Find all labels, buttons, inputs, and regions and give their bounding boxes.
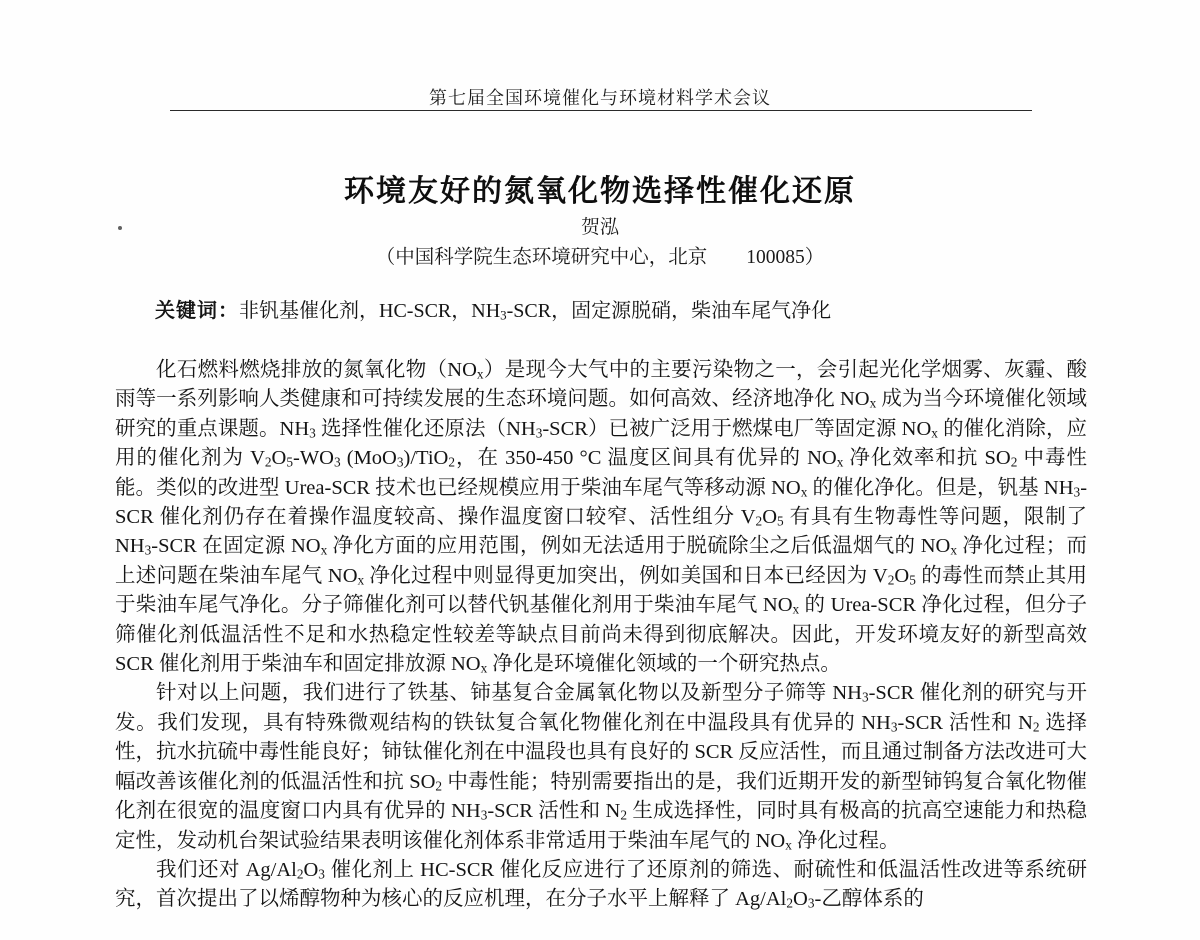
author-affiliation: （中国科学院生态环境研究中心，北京 100085） bbox=[375, 247, 825, 268]
abstract-body bbox=[115, 294, 1087, 915]
header-divider bbox=[170, 110, 1032, 111]
keywords-text: 非钒基催化剂，HC-SCR，$NH_3$-SCR，固定源脱硝，柴油车尾气净化 bbox=[239, 300, 832, 323]
keywords-line bbox=[115, 294, 1087, 323]
keywords-label: 关键词： bbox=[155, 300, 239, 322]
conference-name: 第七届全国环境催化与环境材料学术会议 bbox=[429, 88, 771, 108]
author-name: 贺泓 bbox=[580, 217, 619, 238]
paper-title: 环境友好的氮氧化物选择性催化还原 bbox=[344, 175, 856, 208]
scan-artifact-dot bbox=[118, 226, 122, 230]
body-paragraph-2: 针对以上问题，我们进行了铁基、铈基复合金属氧化物以及新型分子筛等 $NH_3$-SCR 催化剂的研究与开发。我们发现，具有特殊微观结构的铁钛复合氧化物催化剂在中温段具有优异的 $NH_3$-SCR 活性和 $N_2$ 选择性，抗水抗硫中毒性能良好；铈钛催化剂在中温段也具有良好的 SCR 反应活性，而且通过制备方法改进可大幅改善该催化剂的低温活性和抗 $SO_2$ 中毒性能；特别需要指出的是，我们近期开发的新型铈钨复合氧化物催化剂在很宽的温度窗口内具有优异的 $NH_3$-SCR 活性和 $N_2$ 生成选择性，同时具有极高的抗高空速能力和热稳定性，发动机台架试验结果表明该催化剂体系非常适用于柴油车尾气的 $NO_x$ 净化过程。 bbox=[115, 682, 1088, 852]
body-paragraph-3: 我们还对 $Ag/Al_2O_3$ 催化剂上 HC-SCR 催化反应进行了还原剂的筛选、耐硫性和低温活性改进等系统研究，首次提出了以烯醇物种为核心的反应机理，在分子水平上解释了 $Ag/Al_2O_3-$乙醇体系的 bbox=[115, 858, 1087, 911]
body-paragraph-1: 化石燃料燃烧排放的氮氧化物$(NO_x)$是现今大气中的主要污染物之一，会引起光化学烟雾、灰霾、酸雨等一系列影响人类健康和可持续发展的生态环境问题。如何高效、经济地净化 $NO_x$ 成为当今环境催化领域研究的重点课题。$NH_3$ 选择性催化还原法$(NH_3-SCR)$已被广泛用于燃煤电厂等固定源 $NO_x$ 的催化消除，应用的催化剂为 $V_2O_5-WO_3$ (MoO$_3$)/TiO$_2$，在 350-450 °C 温度区间具有优异的 $NO_x$ 净化效率和抗 $SO_2$ 中毒性能。类似的改进型 Urea-SCR 技术也已经规模应用于柴油车尾气等移动源 $NO_x$ 的催化净化。但是，钒基 $NH_3$-SCR 催化剂仍存在着操作温度较高、操作温度窗口较窄、活性组分 $V_2O_5$ 有具有生物毒性等问题，限制了 $NH_3$-SCR 在固定源 $NO_x$ 净化方面的应用范围，例如无法适用于脱硫除尘之后低温烟气的 $NO_x$ 净化过程；而上述问题在柴油车尾气 $NO_x$ 净化过程中则显得更加突出，例如美国和日本已经因为 $V_2O_5$ 的毒性而禁止其用于柴油车尾气净化。分子筛催化剂可以替代钒基催化剂用于柴油车尾气 $NO_x$ 的 Urea-SCR 净化过程，但分子筛催化剂低温活性不足和水热稳定性较差等缺点目前尚未得到彻底解决。因此，开发环境友好的新型高效 SCR 催化剂用于柴油车和固定排放源 $NO_x$ 净化是环境催化领域的一个研究热点。 bbox=[115, 359, 1088, 676]
running-header bbox=[0, 84, 1200, 110]
